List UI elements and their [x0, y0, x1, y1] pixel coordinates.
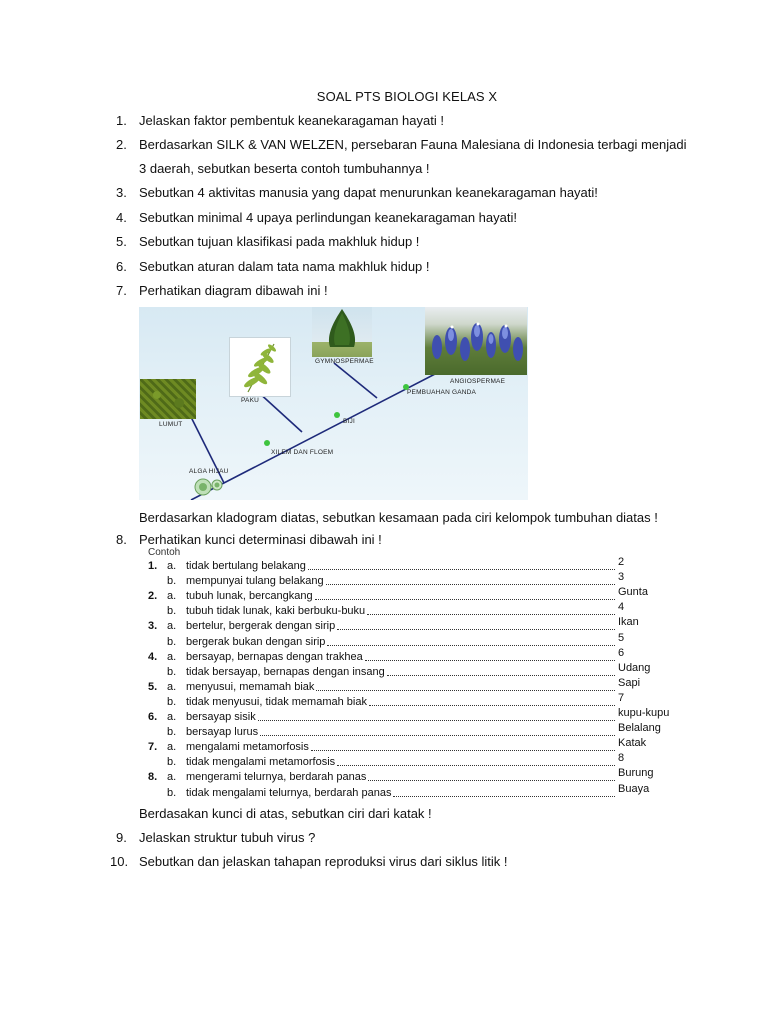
- key-step-number: 4.: [148, 650, 158, 663]
- key-option-letter: a.: [167, 771, 177, 784]
- label-lumut: LUMUT: [159, 421, 183, 428]
- key-row: [139, 676, 679, 695]
- key-leader-dots: [315, 590, 615, 600]
- key-row: [139, 571, 679, 589]
- key-leader-dots: [387, 666, 615, 676]
- question-number: 2.: [116, 137, 127, 152]
- question-number: 9.: [116, 830, 127, 845]
- key-row: [139, 661, 679, 680]
- key-result: 3: [618, 571, 625, 584]
- key-description: tubuh lunak, bercangkang: [186, 590, 313, 603]
- key-leader-dots: [316, 681, 615, 691]
- key-option-letter: b.: [167, 756, 177, 769]
- key-option-letter: b.: [167, 695, 177, 708]
- key-description: bersayap sisik: [186, 711, 256, 723]
- question-text: Sebutkan aturan dalam tata nama makhluk hidup !: [139, 259, 430, 274]
- key-step-number: 2.: [148, 590, 158, 603]
- key-row: [139, 722, 679, 740]
- key-result: 5: [618, 631, 625, 644]
- key-row: [139, 601, 679, 619]
- key-option-letter: a.: [167, 650, 177, 663]
- key-description: mempunyai tulang belakang: [186, 575, 324, 588]
- label-paku: PAKU: [241, 397, 260, 404]
- label-alga-hijau: ALGA HIJAU: [189, 468, 229, 475]
- key-result: Sapi: [618, 676, 641, 689]
- key-leader-dots: [367, 605, 615, 615]
- key-row: [139, 782, 679, 801]
- key-result: kupu-kupu: [618, 707, 670, 719]
- key-leader-dots: [369, 696, 615, 706]
- question-text: Perhatikan kunci determinasi dibawah ini !: [139, 532, 382, 547]
- key-description: bersayap, bernapas dengan trakhea: [186, 650, 363, 663]
- question-number: 8.: [116, 532, 127, 547]
- key-result: Buaya: [618, 782, 650, 795]
- algae-image: [193, 475, 225, 497]
- key-description: tubuh tidak lunak, kaki berbuku-buku: [186, 605, 366, 618]
- key-result: 4: [618, 601, 625, 614]
- key-leader-dots: [308, 560, 615, 570]
- question-text: Sebutkan tujuan klasifikasi pada makhluk hidup !: [139, 234, 420, 249]
- key-leader-dots: [311, 741, 615, 751]
- key-option-letter: a.: [167, 711, 177, 723]
- key-step-number: 7.: [148, 741, 158, 754]
- key-result: Katak: [618, 737, 647, 750]
- key-option-letter: a.: [167, 620, 177, 633]
- determination-key: [139, 548, 679, 800]
- key-step-number: 3.: [148, 620, 158, 633]
- key-row: [139, 752, 679, 770]
- label-biji: BIJI: [343, 418, 355, 425]
- key-description: tidak menyusui, tidak memamah biak: [186, 695, 367, 708]
- key-row: [139, 586, 679, 604]
- key-step-number: 6.: [148, 711, 158, 723]
- key-row: [139, 556, 679, 574]
- key-description: bertelur, bergerak dengan sirip: [186, 620, 336, 633]
- label-gymnospermae: GYMNOSPERMAE: [315, 358, 374, 365]
- question-text: Sebutkan minimal 4 upaya perlindungan keanekaragaman hayati!: [139, 210, 517, 225]
- key-option-letter: a.: [167, 560, 177, 572]
- label-xilem-floem: XILEM DAN FLOEM: [271, 449, 334, 456]
- key-result: 6: [618, 646, 625, 659]
- key-description: tidak bersayap, bernapas dengan insang: [186, 665, 385, 678]
- key-step-number: 5.: [148, 680, 158, 693]
- key-row: [139, 691, 679, 710]
- key-option-letter: b.: [167, 605, 177, 618]
- key-option-letter: a.: [167, 680, 177, 693]
- question-number: 10.: [110, 854, 129, 869]
- question-8-followup: Berdasakan kunci di atas, sebutkan ciri dari katak !: [139, 806, 432, 821]
- key-result: 8: [618, 752, 625, 765]
- key-option-letter: b.: [167, 575, 177, 588]
- key-leader-dots: [326, 575, 615, 585]
- key-description: bergerak bukan dengan sirip: [186, 635, 326, 648]
- question-number: 7.: [116, 283, 127, 298]
- question-text: Perhatikan diagram dibawah ini !: [139, 283, 328, 298]
- key-option-letter: b.: [167, 635, 177, 648]
- key-description: bersayap lurus: [186, 726, 259, 739]
- key-result: Udang: [618, 661, 651, 674]
- question-text: Sebutkan 4 aktivitas manusia yang dapat menurunkan keanekaragaman hayati!: [139, 185, 598, 200]
- key-option-letter: a.: [167, 741, 177, 754]
- key-leader-dots: [337, 620, 615, 630]
- key-option-letter: b.: [167, 726, 177, 739]
- key-row: [139, 767, 679, 785]
- key-result: 2: [618, 556, 625, 568]
- key-header: Contoh: [148, 547, 181, 558]
- key-result: Belalang: [618, 722, 661, 735]
- conifer-image: [312, 307, 372, 357]
- key-row: [139, 616, 679, 634]
- key-row: [139, 646, 679, 665]
- key-row: [139, 631, 679, 650]
- key-description: tidak mengalami metamorfosis: [186, 756, 336, 769]
- key-description: tidak mengalami telurnya, berdarah panas: [186, 786, 392, 799]
- key-leader-dots: [337, 756, 615, 766]
- question-text: Jelaskan faktor pembentuk keanekaragaman hayati !: [139, 113, 444, 128]
- question-number: 3.: [116, 185, 127, 200]
- key-leader-dots: [260, 726, 615, 736]
- key-description: menyusui, memamah biak: [186, 680, 315, 693]
- label-angiospermae: ANGIOSPERMAE: [450, 378, 506, 385]
- key-option-letter: a.: [167, 590, 177, 603]
- key-row: [139, 707, 679, 725]
- question-number: 5.: [116, 234, 127, 249]
- key-leader-dots: [393, 787, 615, 797]
- key-option-letter: b.: [167, 786, 177, 799]
- cladogram-figure: [139, 307, 528, 500]
- question-number: 1.: [116, 113, 127, 128]
- key-description: mengalami metamorfosis: [186, 741, 309, 754]
- question-text: Sebutkan dan jelaskan tahapan reproduksi virus dari siklus litik !: [139, 854, 508, 869]
- key-step-number: 1.: [148, 560, 158, 572]
- label-pembuahan-ganda: PEMBUAHAN GANDA: [407, 389, 477, 396]
- page-title: SOAL PTS BIOLOGI KELAS X: [316, 89, 498, 104]
- key-result: Gunta: [618, 586, 648, 599]
- key-leader-dots: [327, 636, 615, 646]
- key-leader-dots: [368, 771, 615, 781]
- key-result: 7: [618, 691, 625, 704]
- key-leader-dots: [365, 651, 615, 661]
- key-description: tidak bertulang belakang: [186, 560, 306, 572]
- question-text: Jelaskan struktur tubuh virus ?: [139, 830, 316, 845]
- key-result: Ikan: [618, 616, 639, 629]
- question-7-followup: Berdasarkan kladogram diatas, sebutkan kesamaan pada ciri kelompok tumbuhan diatas !: [139, 510, 658, 525]
- question-number: 4.: [116, 210, 127, 225]
- key-description: mengerami telurnya, berdarah panas: [186, 771, 367, 784]
- key-row: [139, 737, 679, 755]
- bluebonnet-image: [425, 307, 527, 375]
- fern-image: [229, 337, 291, 397]
- key-step-number: 8.: [148, 771, 158, 784]
- question-number: 6.: [116, 259, 127, 274]
- question-text: Berdasarkan SILK & VAN WELZEN, persebaran Fauna Malesiana di Indonesia terbagi menjadi 3 daerah, sebutkan beserta contoh tumbuhannya !: [139, 137, 687, 176]
- key-result: Burung: [618, 767, 654, 780]
- moss-image: [140, 379, 196, 419]
- key-option-letter: b.: [167, 665, 177, 678]
- key-leader-dots: [258, 711, 615, 721]
